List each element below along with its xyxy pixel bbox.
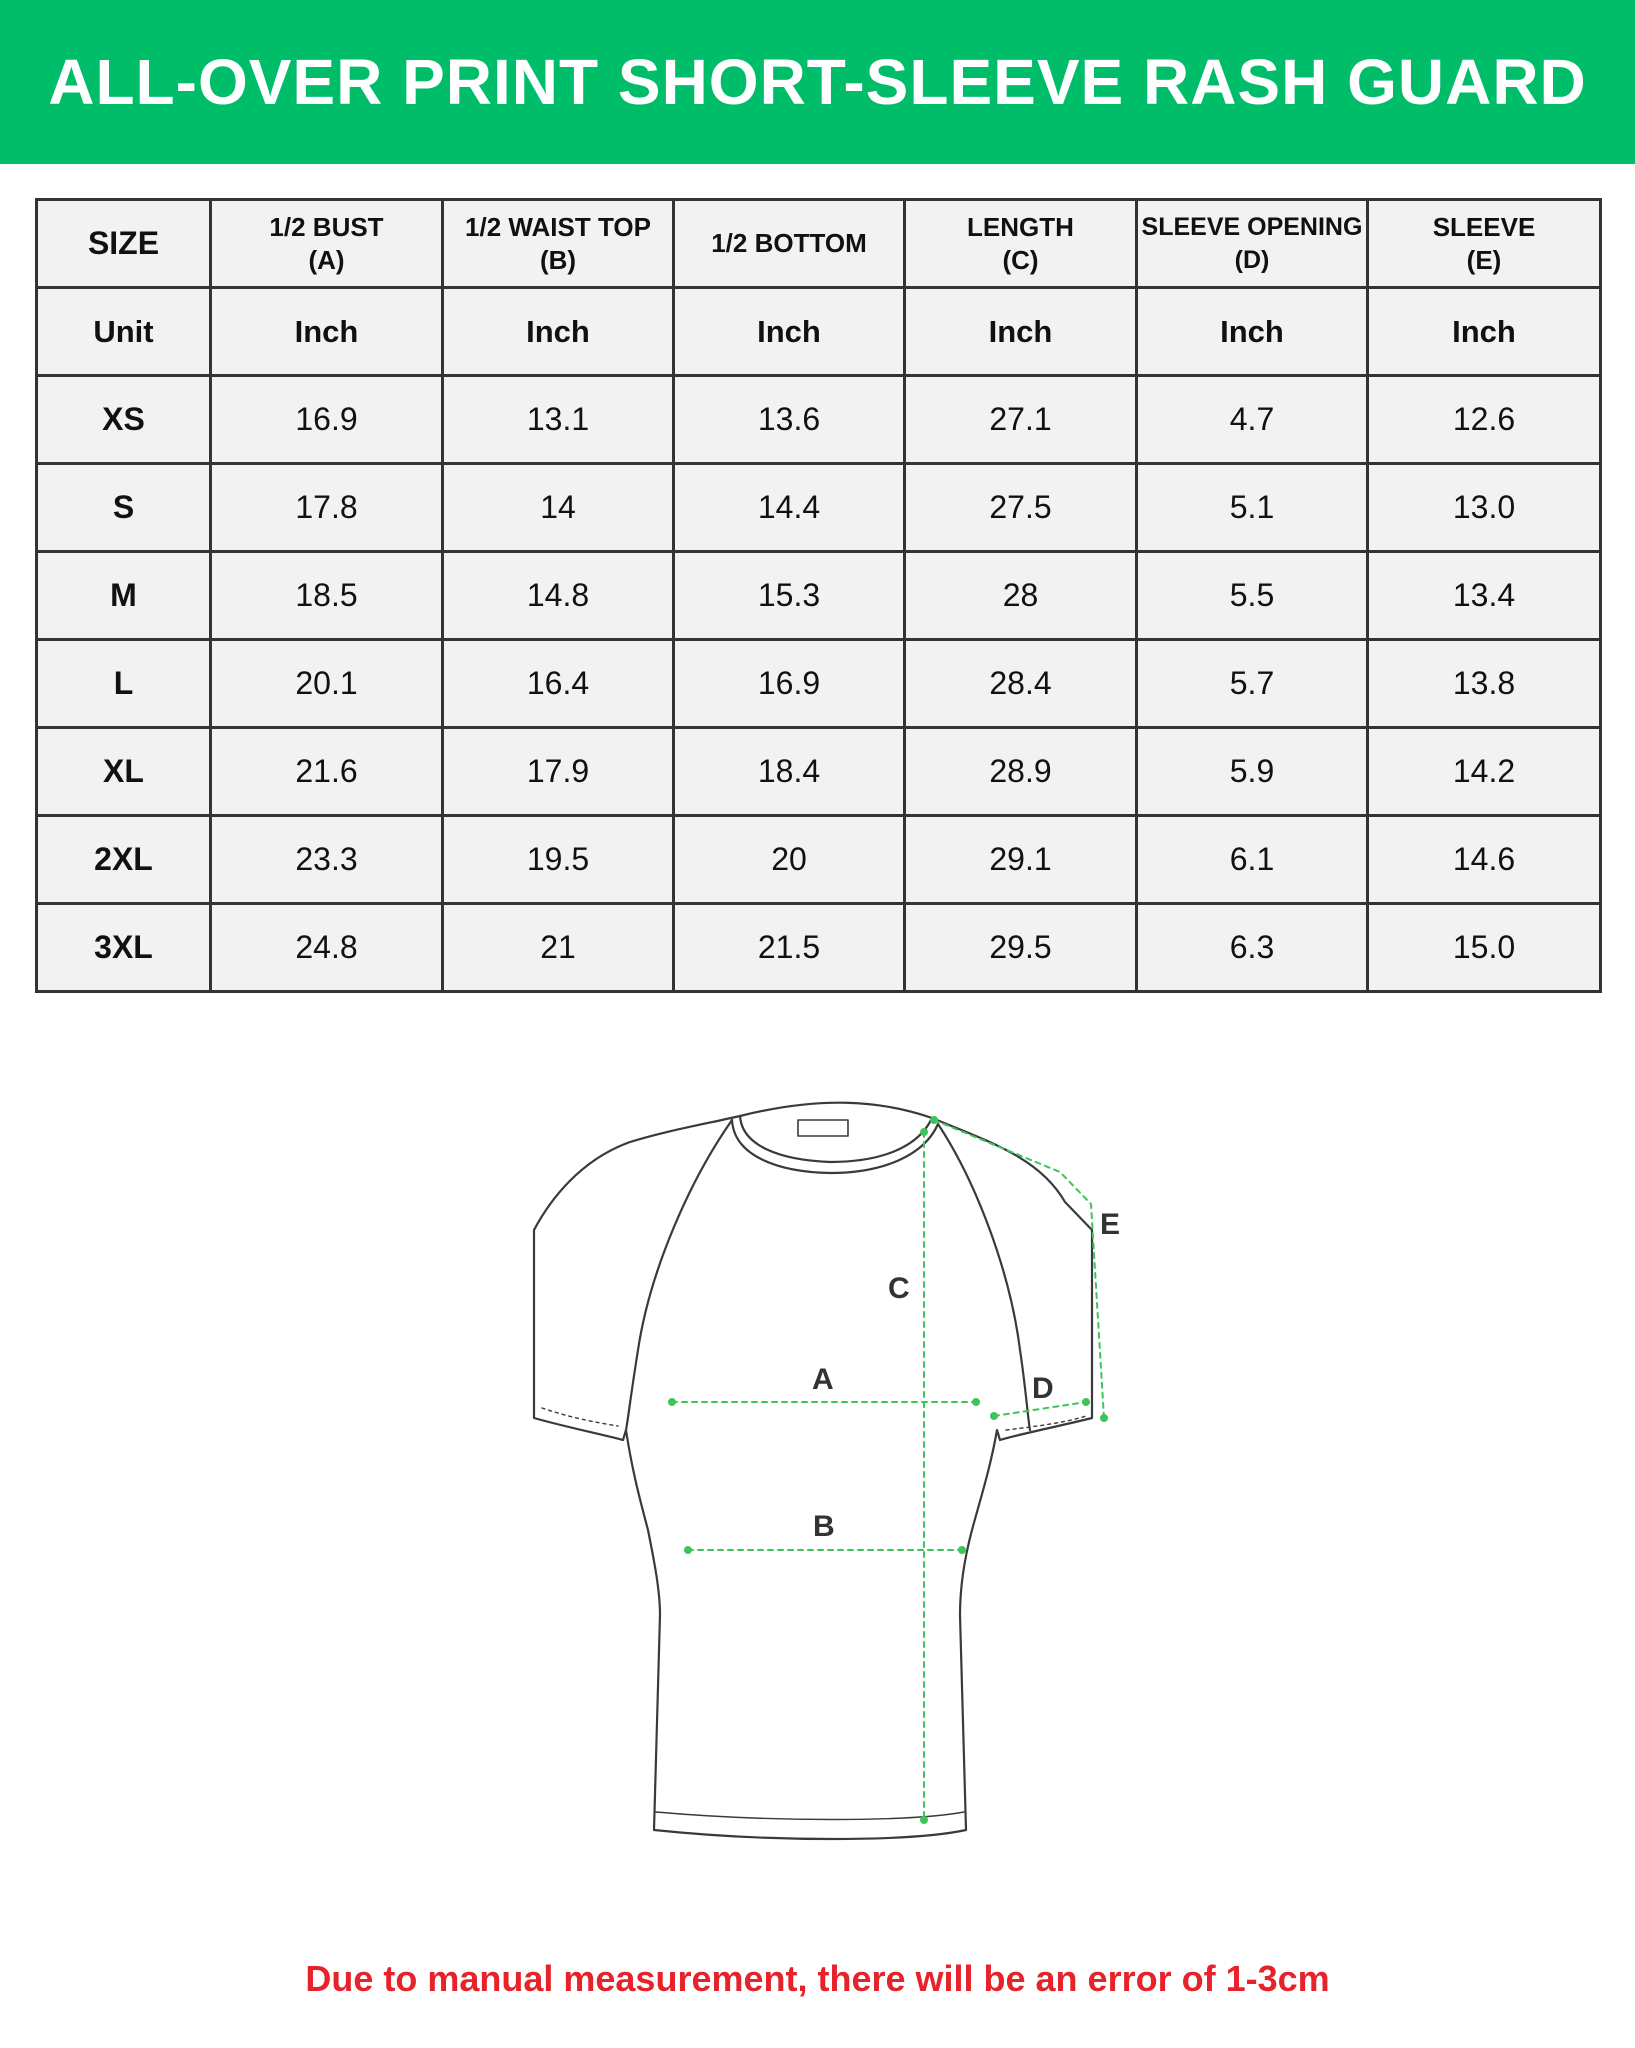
size-label: XS: [37, 376, 211, 464]
measurement-cell: 14.2: [1368, 728, 1601, 816]
measurement-cell: 28.4: [905, 640, 1137, 728]
unit-label: Unit: [37, 288, 211, 376]
collar: [740, 1116, 932, 1162]
size-label: L: [37, 640, 211, 728]
measurement-cell: 13.6: [674, 376, 905, 464]
header-half-bottom: 1/2 BOTTOM: [674, 200, 905, 288]
header-sleeve-opening: SLEEVE OPENING (D): [1137, 200, 1368, 288]
measurement-cell: 18.5: [211, 552, 443, 640]
measurement-cell: 6.1: [1137, 816, 1368, 904]
header-sleeve: SLEEVE (E): [1368, 200, 1601, 288]
unit-cell: Inch: [211, 288, 443, 376]
header-row: [37, 200, 1601, 288]
unit-row: [37, 288, 1601, 376]
measurement-cell: 27.1: [905, 376, 1137, 464]
measurement-cell: 28: [905, 552, 1137, 640]
measurement-note: Due to manual measurement, there will be an error of 1-3cm: [305, 1958, 1330, 1999]
header-length: LENGTH (C): [905, 200, 1137, 288]
measurement-cell: 6.3: [1137, 904, 1368, 992]
size-label: S: [37, 464, 211, 552]
measurement-cell: 24.8: [211, 904, 443, 992]
table-row: [37, 376, 1601, 464]
measurement-cell: 17.8: [211, 464, 443, 552]
measurement-cell: 21.6: [211, 728, 443, 816]
page-title: ALL-OVER PRINT SHORT-SLEEVE RASH GUARD: [48, 46, 1587, 118]
title-banner: [0, 0, 1635, 164]
header-half-waist-top: 1/2 WAIST TOP (B): [443, 200, 674, 288]
measurement-cell: 29.5: [905, 904, 1137, 992]
unit-cell: Inch: [674, 288, 905, 376]
measurement-cell: 18.4: [674, 728, 905, 816]
neck-tag: [798, 1120, 848, 1136]
measurement-cell: 19.5: [443, 816, 674, 904]
shirt-outline: [534, 1103, 1092, 1839]
label-e: E: [1100, 1208, 1121, 1241]
table-row: [37, 904, 1601, 992]
label-c: C: [888, 1272, 910, 1305]
measurement-cell: 20.1: [211, 640, 443, 728]
table-row: [37, 464, 1601, 552]
label-b: B: [813, 1510, 835, 1543]
measurement-cell: 5.5: [1137, 552, 1368, 640]
unit-cell: Inch: [905, 288, 1137, 376]
measurement-cell: 13.4: [1368, 552, 1601, 640]
measurement-cell: 28.9: [905, 728, 1137, 816]
table-row: [37, 816, 1601, 904]
measurement-cell: 16.9: [211, 376, 443, 464]
measurement-cell: 14: [443, 464, 674, 552]
measurement-cell: 23.3: [211, 816, 443, 904]
size-label: 3XL: [37, 904, 211, 992]
measurement-cell: 29.1: [905, 816, 1137, 904]
size-label: M: [37, 552, 211, 640]
measurement-cell: 14.4: [674, 464, 905, 552]
header-size: SIZE: [37, 200, 211, 288]
raglan-seam-left: [626, 1120, 732, 1430]
table-row: [37, 552, 1601, 640]
unit-cell: Inch: [1137, 288, 1368, 376]
measurement-cell: 4.7: [1137, 376, 1368, 464]
measurement-cell: 16.4: [443, 640, 674, 728]
measurement-cell: 5.9: [1137, 728, 1368, 816]
measurement-cell: 20: [674, 816, 905, 904]
measurement-cell: 27.5: [905, 464, 1137, 552]
header-half-bust: 1/2 BUST (A): [211, 200, 443, 288]
measurement-cell: 13.8: [1368, 640, 1601, 728]
measurement-cell: 13.1: [443, 376, 674, 464]
measurement-cell: 15.0: [1368, 904, 1601, 992]
unit-cell: Inch: [443, 288, 674, 376]
measurement-cell: 17.9: [443, 728, 674, 816]
measurement-cell: 14.6: [1368, 816, 1601, 904]
size-chart-table: [35, 198, 1602, 993]
size-label: 2XL: [37, 816, 211, 904]
measurement-cell: 21.5: [674, 904, 905, 992]
raglan-seam-right: [938, 1124, 1030, 1430]
measurement-cell: 12.6: [1368, 376, 1601, 464]
measure-line-e: [934, 1120, 1104, 1418]
unit-cell: Inch: [1368, 288, 1601, 376]
measurement-cell: 15.3: [674, 552, 905, 640]
measurement-cell: 13.0: [1368, 464, 1601, 552]
label-d: D: [1032, 1372, 1054, 1405]
label-a: A: [812, 1363, 834, 1396]
measurement-cell: 21: [443, 904, 674, 992]
table-row: [37, 728, 1601, 816]
shirt-measurement-diagram: [520, 1090, 1140, 1860]
table-row: [37, 640, 1601, 728]
size-label: XL: [37, 728, 211, 816]
measurement-cell: 5.1: [1137, 464, 1368, 552]
measurement-cell: 14.8: [443, 552, 674, 640]
measurement-cell: 16.9: [674, 640, 905, 728]
measurement-cell: 5.7: [1137, 640, 1368, 728]
